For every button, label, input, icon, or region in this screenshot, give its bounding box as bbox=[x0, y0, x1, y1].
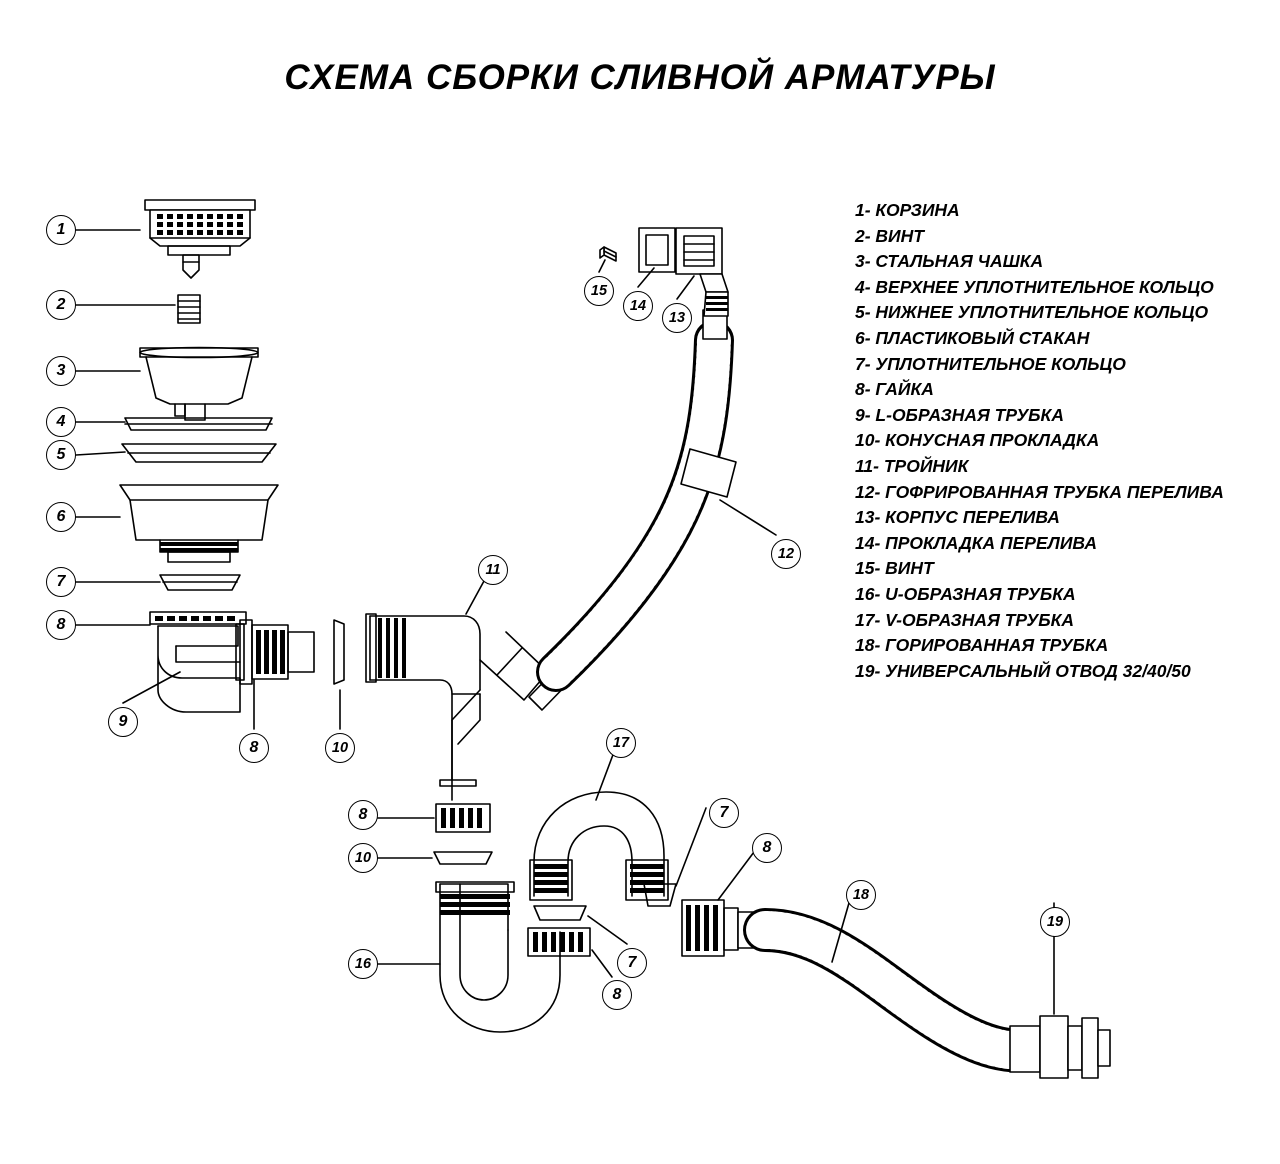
callout-16: 16 bbox=[348, 949, 378, 979]
legend-item-12: 12- ГОФРИРОВАННАЯ ТРУБКА ПЕРЕЛИВА bbox=[855, 481, 1224, 502]
legend-item-11: 11- ТРОЙНИК bbox=[855, 455, 969, 476]
callout-6: 6 bbox=[46, 502, 76, 532]
parts-legend bbox=[855, 198, 1275, 684]
callout-7: 7 bbox=[46, 567, 76, 597]
legend-item-5: 5- НИЖНЕЕ УПЛОТНИТЕЛЬНОЕ КОЛЬЦО bbox=[855, 302, 1209, 323]
page-title: СХЕМА СБОРКИ СЛИВНОЙ АРМАТУРЫ bbox=[284, 58, 996, 97]
callout-8: 8 bbox=[46, 610, 76, 640]
legend-item-15: 15- ВИНТ bbox=[855, 558, 934, 579]
legend-item-3: 3- СТАЛЬНАЯ ЧАШКА bbox=[855, 251, 1044, 272]
callout-9: 9 bbox=[108, 707, 138, 737]
legend-item-4: 4- ВЕРХНЕЕ УПЛОТНИТЕЛЬНОЕ КОЛЬЦО bbox=[855, 276, 1214, 297]
callout-1: 1 bbox=[46, 215, 76, 245]
callout-8-tee: 8 bbox=[348, 800, 378, 830]
callout-18: 18 bbox=[846, 880, 876, 910]
legend-item-19: 19- УНИВЕРСАЛЬНЫЙ ОТВОД 32/40/50 bbox=[855, 660, 1191, 681]
callout-5: 5 bbox=[46, 440, 76, 470]
legend-item-17: 17- V-ОБРАЗНАЯ ТРУБКА bbox=[855, 609, 1075, 630]
legend-item-16: 16- U-ОБРАЗНАЯ ТРУБКА bbox=[855, 583, 1076, 604]
legend-item-14: 14- ПРОКЛАДКА ПЕРЕЛИВА bbox=[855, 532, 1098, 553]
legend-item-13: 13- КОРПУС ПЕРЕЛИВА bbox=[855, 507, 1060, 528]
callout-12: 12 bbox=[771, 539, 801, 569]
callout-2: 2 bbox=[46, 290, 76, 320]
callout-19: 19 bbox=[1040, 907, 1070, 937]
callout-10-u: 10 bbox=[348, 843, 378, 873]
callout-8-hose: 8 bbox=[752, 833, 782, 863]
callout-8-u: 8 bbox=[602, 980, 632, 1010]
legend-item-8: 8- ГАЙКА bbox=[855, 379, 934, 400]
callout-4: 4 bbox=[46, 407, 76, 437]
callout-7-v-right: 7 bbox=[709, 798, 739, 828]
callout-10-cone: 10 bbox=[325, 733, 355, 763]
legend-item-1: 1- КОРЗИНА bbox=[855, 200, 960, 220]
callout-8-l-tube: 8 bbox=[239, 733, 269, 763]
legend-item-7: 7- УПЛОТНИТЕЛЬНОЕ КОЛЬЦО bbox=[855, 353, 1126, 374]
callout-3: 3 bbox=[46, 356, 76, 386]
legend-item-18: 18- ГОРИРОВАННАЯ ТРУБКА bbox=[855, 635, 1109, 656]
callout-15: 15 bbox=[584, 276, 614, 306]
legend-item-2: 2- ВИНТ bbox=[855, 225, 924, 246]
legend-item-10: 10- КОНУСНАЯ ПРОКЛАДКА bbox=[855, 430, 1100, 451]
callout-7-u: 7 bbox=[617, 948, 647, 978]
callout-11: 11 bbox=[478, 555, 508, 585]
callout-13: 13 bbox=[662, 303, 692, 333]
callout-17: 17 bbox=[606, 728, 636, 758]
callout-14: 14 bbox=[623, 291, 653, 321]
legend-item-6: 6- ПЛАСТИКОВЫЙ СТАКАН bbox=[855, 327, 1090, 348]
legend-item-9: 9- L-ОБРАЗНАЯ ТРУБКА bbox=[855, 404, 1064, 425]
